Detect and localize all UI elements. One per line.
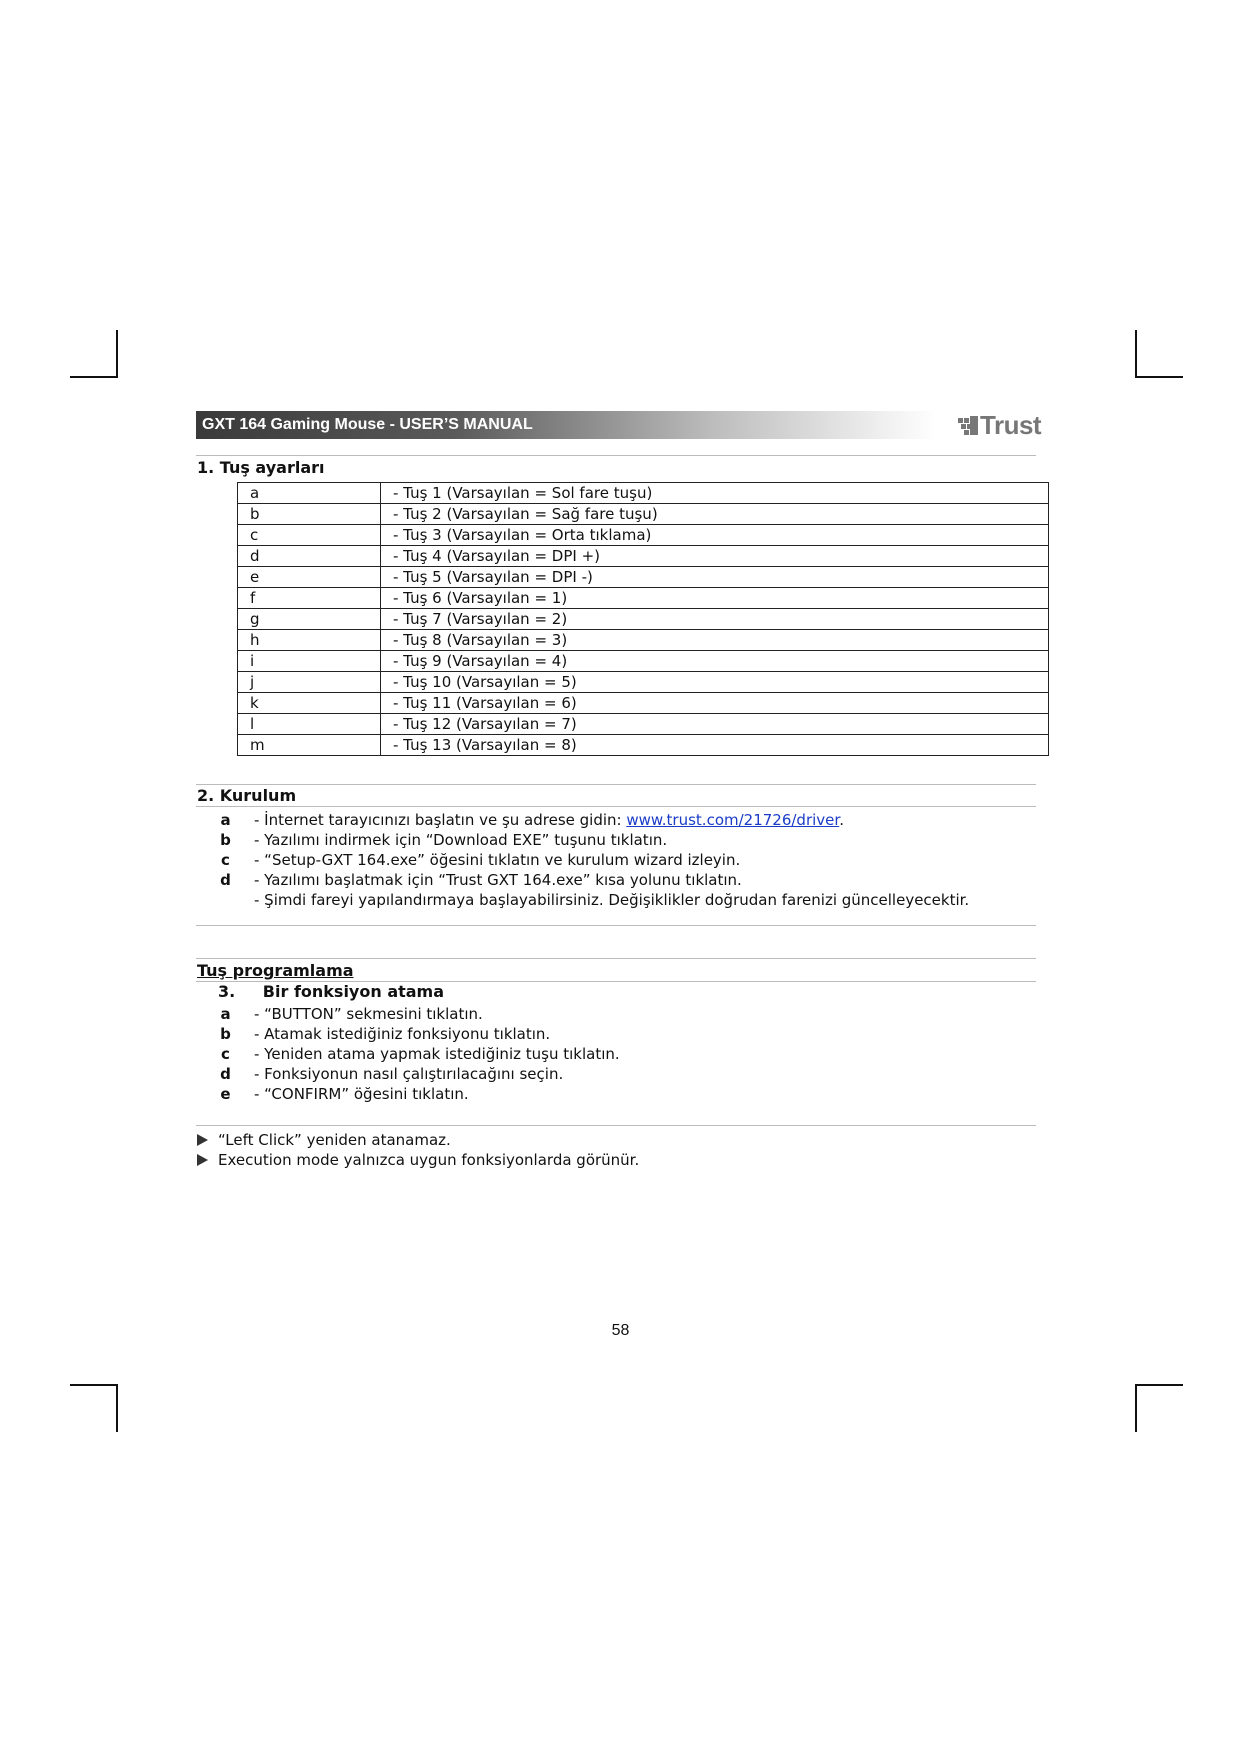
- page-number: 58: [611, 1322, 630, 1339]
- crop-mark-bottom-right: [1135, 1384, 1183, 1432]
- table-cell-desc: - Tuş 5 (Varsayılan = DPI -): [381, 567, 1049, 588]
- step-key: d: [220, 1065, 231, 1083]
- step-extra-text: - Şimdi fareyi yapılandırmaya başlayabilirsiniz. Değişiklikler doğrudan farenizi güncelleyecektir.: [254, 891, 970, 909]
- crop-mark-bottom-left: [70, 1384, 118, 1432]
- table-cell-key: b: [238, 504, 381, 525]
- table-cell-desc: - Tuş 9 (Varsayılan = 4): [381, 651, 1049, 672]
- list-item: [197, 1044, 620, 1064]
- table-cell-desc: - Tuş 8 (Varsayılan = 3): [381, 630, 1049, 651]
- table-cell-desc: - Tuş 13 (Varsayılan = 8): [381, 735, 1049, 756]
- list-item: [197, 870, 969, 890]
- table-cell-desc: - Tuş 11 (Varsayılan = 6): [381, 693, 1049, 714]
- list-item: [197, 830, 969, 850]
- table-row: [238, 483, 1049, 504]
- table-cell-key: a: [238, 483, 381, 504]
- table-cell-key: l: [238, 714, 381, 735]
- divider: [196, 455, 1036, 456]
- list-item: [197, 1004, 620, 1024]
- step-key: c: [221, 1045, 230, 1063]
- list-item: [197, 850, 969, 870]
- play-arrow-icon: [197, 1154, 208, 1166]
- table-row: [238, 567, 1049, 588]
- table-cell-desc: - Tuş 6 (Varsayılan = 1): [381, 588, 1049, 609]
- table-row: [238, 672, 1049, 693]
- table-cell-key: j: [238, 672, 381, 693]
- trust-logo-text: Trust: [980, 410, 1042, 440]
- step-text: - Atamak istediğiniz fonksiyonu tıklatın.: [254, 1025, 551, 1043]
- trust-logo-icon: [958, 414, 978, 436]
- section-title-text: Tuş programlama: [197, 961, 354, 980]
- table-cell-key: i: [238, 651, 381, 672]
- table-row: [238, 735, 1049, 756]
- step-key: b: [220, 831, 231, 849]
- table-cell-desc: - Tuş 7 (Varsayılan = 2): [381, 609, 1049, 630]
- note-item: [197, 1131, 451, 1149]
- step-key: a: [220, 811, 231, 829]
- trust-logo: [958, 410, 1041, 440]
- subsection-text: Bir fonksiyon atama: [262, 982, 445, 1001]
- table-cell-key: m: [238, 735, 381, 756]
- table-cell-key: g: [238, 609, 381, 630]
- divider: [196, 925, 1036, 926]
- table-row: [238, 588, 1049, 609]
- table-cell-key: f: [238, 588, 381, 609]
- section-title-button-programming: [197, 961, 354, 980]
- table-cell-key: k: [238, 693, 381, 714]
- table-cell-key: c: [238, 525, 381, 546]
- list-item: [197, 1024, 620, 1044]
- header-bar: [196, 411, 936, 439]
- step-text: - “CONFIRM” öğesini tıklatın.: [254, 1085, 469, 1103]
- list-item: [197, 890, 969, 910]
- table-cell-key: e: [238, 567, 381, 588]
- note-text: Execution mode yalnızca uygun fonksiyonlarda görünür.: [218, 1151, 640, 1169]
- divider: [196, 806, 1036, 807]
- list-item: [197, 1084, 620, 1104]
- table-row: [238, 525, 1049, 546]
- manual-title: GXT 164 Gaming Mouse - USER’S MANUAL: [202, 416, 533, 433]
- note-text: “Left Click” yeniden atanamaz.: [218, 1131, 451, 1149]
- driver-link[interactable]: www.trust.com/21726/driver: [626, 811, 840, 829]
- step-text: - Yazılımı başlatmak için “Trust GXT 164.exe” kısa yolunu tıklatın.: [254, 871, 742, 889]
- table-cell-desc: - Tuş 2 (Varsayılan = Sağ fare tuşu): [381, 504, 1049, 525]
- step-text: [254, 810, 844, 830]
- table-row: [238, 609, 1049, 630]
- step-text: - Fonksiyonun nasıl çalıştırılacağını seçin.: [254, 1065, 564, 1083]
- subsection-number: 3.: [218, 982, 236, 1001]
- table-row: [238, 714, 1049, 735]
- table-row: [238, 693, 1049, 714]
- step-key: e: [220, 1085, 231, 1103]
- table-row: [238, 546, 1049, 567]
- step-a-prefix: - İnternet tarayıcınızı başlatın ve şu adrese gidin:: [254, 811, 627, 829]
- table-cell-desc: - Tuş 4 (Varsayılan = DPI +): [381, 546, 1049, 567]
- step-key: c: [221, 851, 230, 869]
- section-title-installation: 2. Kurulum: [197, 786, 297, 805]
- step-key: a: [220, 1005, 231, 1023]
- subsection-title: [218, 982, 444, 1001]
- table-cell-desc: - Tuş 12 (Varsayılan = 7): [381, 714, 1049, 735]
- installation-steps: [197, 810, 969, 910]
- section-title-button-settings: 1. Tuş ayarları: [197, 458, 325, 477]
- step-key: b: [220, 1025, 231, 1043]
- divider: [196, 958, 1036, 959]
- button-settings-table: [237, 482, 1049, 756]
- table-row: [238, 504, 1049, 525]
- step-text: - Yeniden atama yapmak istediğiniz tuşu tıklatın.: [254, 1045, 620, 1063]
- divider: [196, 1125, 1036, 1126]
- table-cell-desc: - Tuş 3 (Varsayılan = Orta tıklama): [381, 525, 1049, 546]
- table-cell-key: d: [238, 546, 381, 567]
- note-item: [197, 1151, 639, 1169]
- crop-mark-top-left: [70, 330, 118, 378]
- divider: [196, 784, 1036, 785]
- table-row: [238, 630, 1049, 651]
- step-a-suffix: .: [839, 811, 844, 829]
- play-arrow-icon: [197, 1134, 208, 1146]
- table-cell-desc: - Tuş 1 (Varsayılan = Sol fare tuşu): [381, 483, 1049, 504]
- table-row: [238, 651, 1049, 672]
- step-text: - “BUTTON” sekmesini tıklatın.: [254, 1005, 483, 1023]
- list-item: [197, 1064, 620, 1084]
- list-item: [197, 810, 969, 830]
- step-key: d: [220, 871, 231, 889]
- step-text: - “Setup-GXT 164.exe” öğesini tıklatın ve kurulum wizard izleyin.: [254, 851, 741, 869]
- assign-function-steps: [197, 1004, 620, 1104]
- step-text: - Yazılımı indirmek için “Download EXE” tuşunu tıklatın.: [254, 831, 668, 849]
- crop-mark-top-right: [1135, 330, 1183, 378]
- table-cell-desc: - Tuş 10 (Varsayılan = 5): [381, 672, 1049, 693]
- table-cell-key: h: [238, 630, 381, 651]
